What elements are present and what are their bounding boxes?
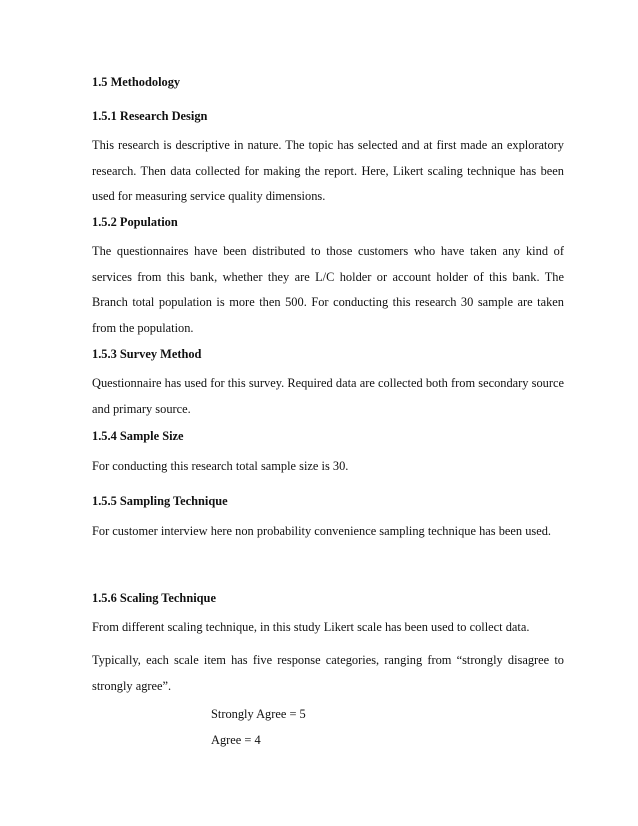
section-heading-sample-size: 1.5.4 Sample Size (92, 429, 184, 443)
paragraph-scaling-technique: From different scaling technique, in this study Likert scale has been used to collect data. (92, 620, 530, 634)
section-heading-scaling-technique: 1.5.6 Scaling Technique (92, 591, 216, 605)
paragraph-survey-method: Questionnaire has used for this survey. Required data are collected both from secondary source and primary source. (92, 376, 564, 416)
section-heading-population: 1.5.2 Population (92, 215, 178, 229)
likert-scale-item: Agree = 4 (211, 733, 261, 747)
likert-scale-item: Strongly Agree = 5 (211, 707, 306, 721)
section-heading-sampling-technique: 1.5.5 Sampling Technique (92, 494, 228, 508)
section-heading-survey-method: 1.5.3 Survey Method (92, 347, 202, 361)
section-heading-methodology: 1.5 Methodology (92, 75, 181, 89)
paragraph-scaling-categories: Typically, each scale item has five response categories, ranging from “strongly disagree to strongly agree”. (92, 653, 564, 693)
paragraph-research-design: This research is descriptive in nature. The topic has selected and at first made an exploratory research. Then data collected for making the report. Here, Likert scaling technique has been used for measuring service quality dimensions. (92, 138, 564, 203)
paragraph-sampling-technique: For customer interview here non probability convenience sampling technique has been used. (92, 524, 552, 538)
section-heading-research-design: 1.5.1 Research Design (92, 109, 208, 123)
paragraph-population: The questionnaires have been distributed to those customers who have taken any kind of services from this bank, whether they are L/C holder or account holder of this bank. The Branch total population is more then 500. For conducting this research 30 sample are taken from the population. (92, 244, 564, 335)
paragraph-sample-size: For conducting this research total sample size is 30. (92, 459, 349, 473)
